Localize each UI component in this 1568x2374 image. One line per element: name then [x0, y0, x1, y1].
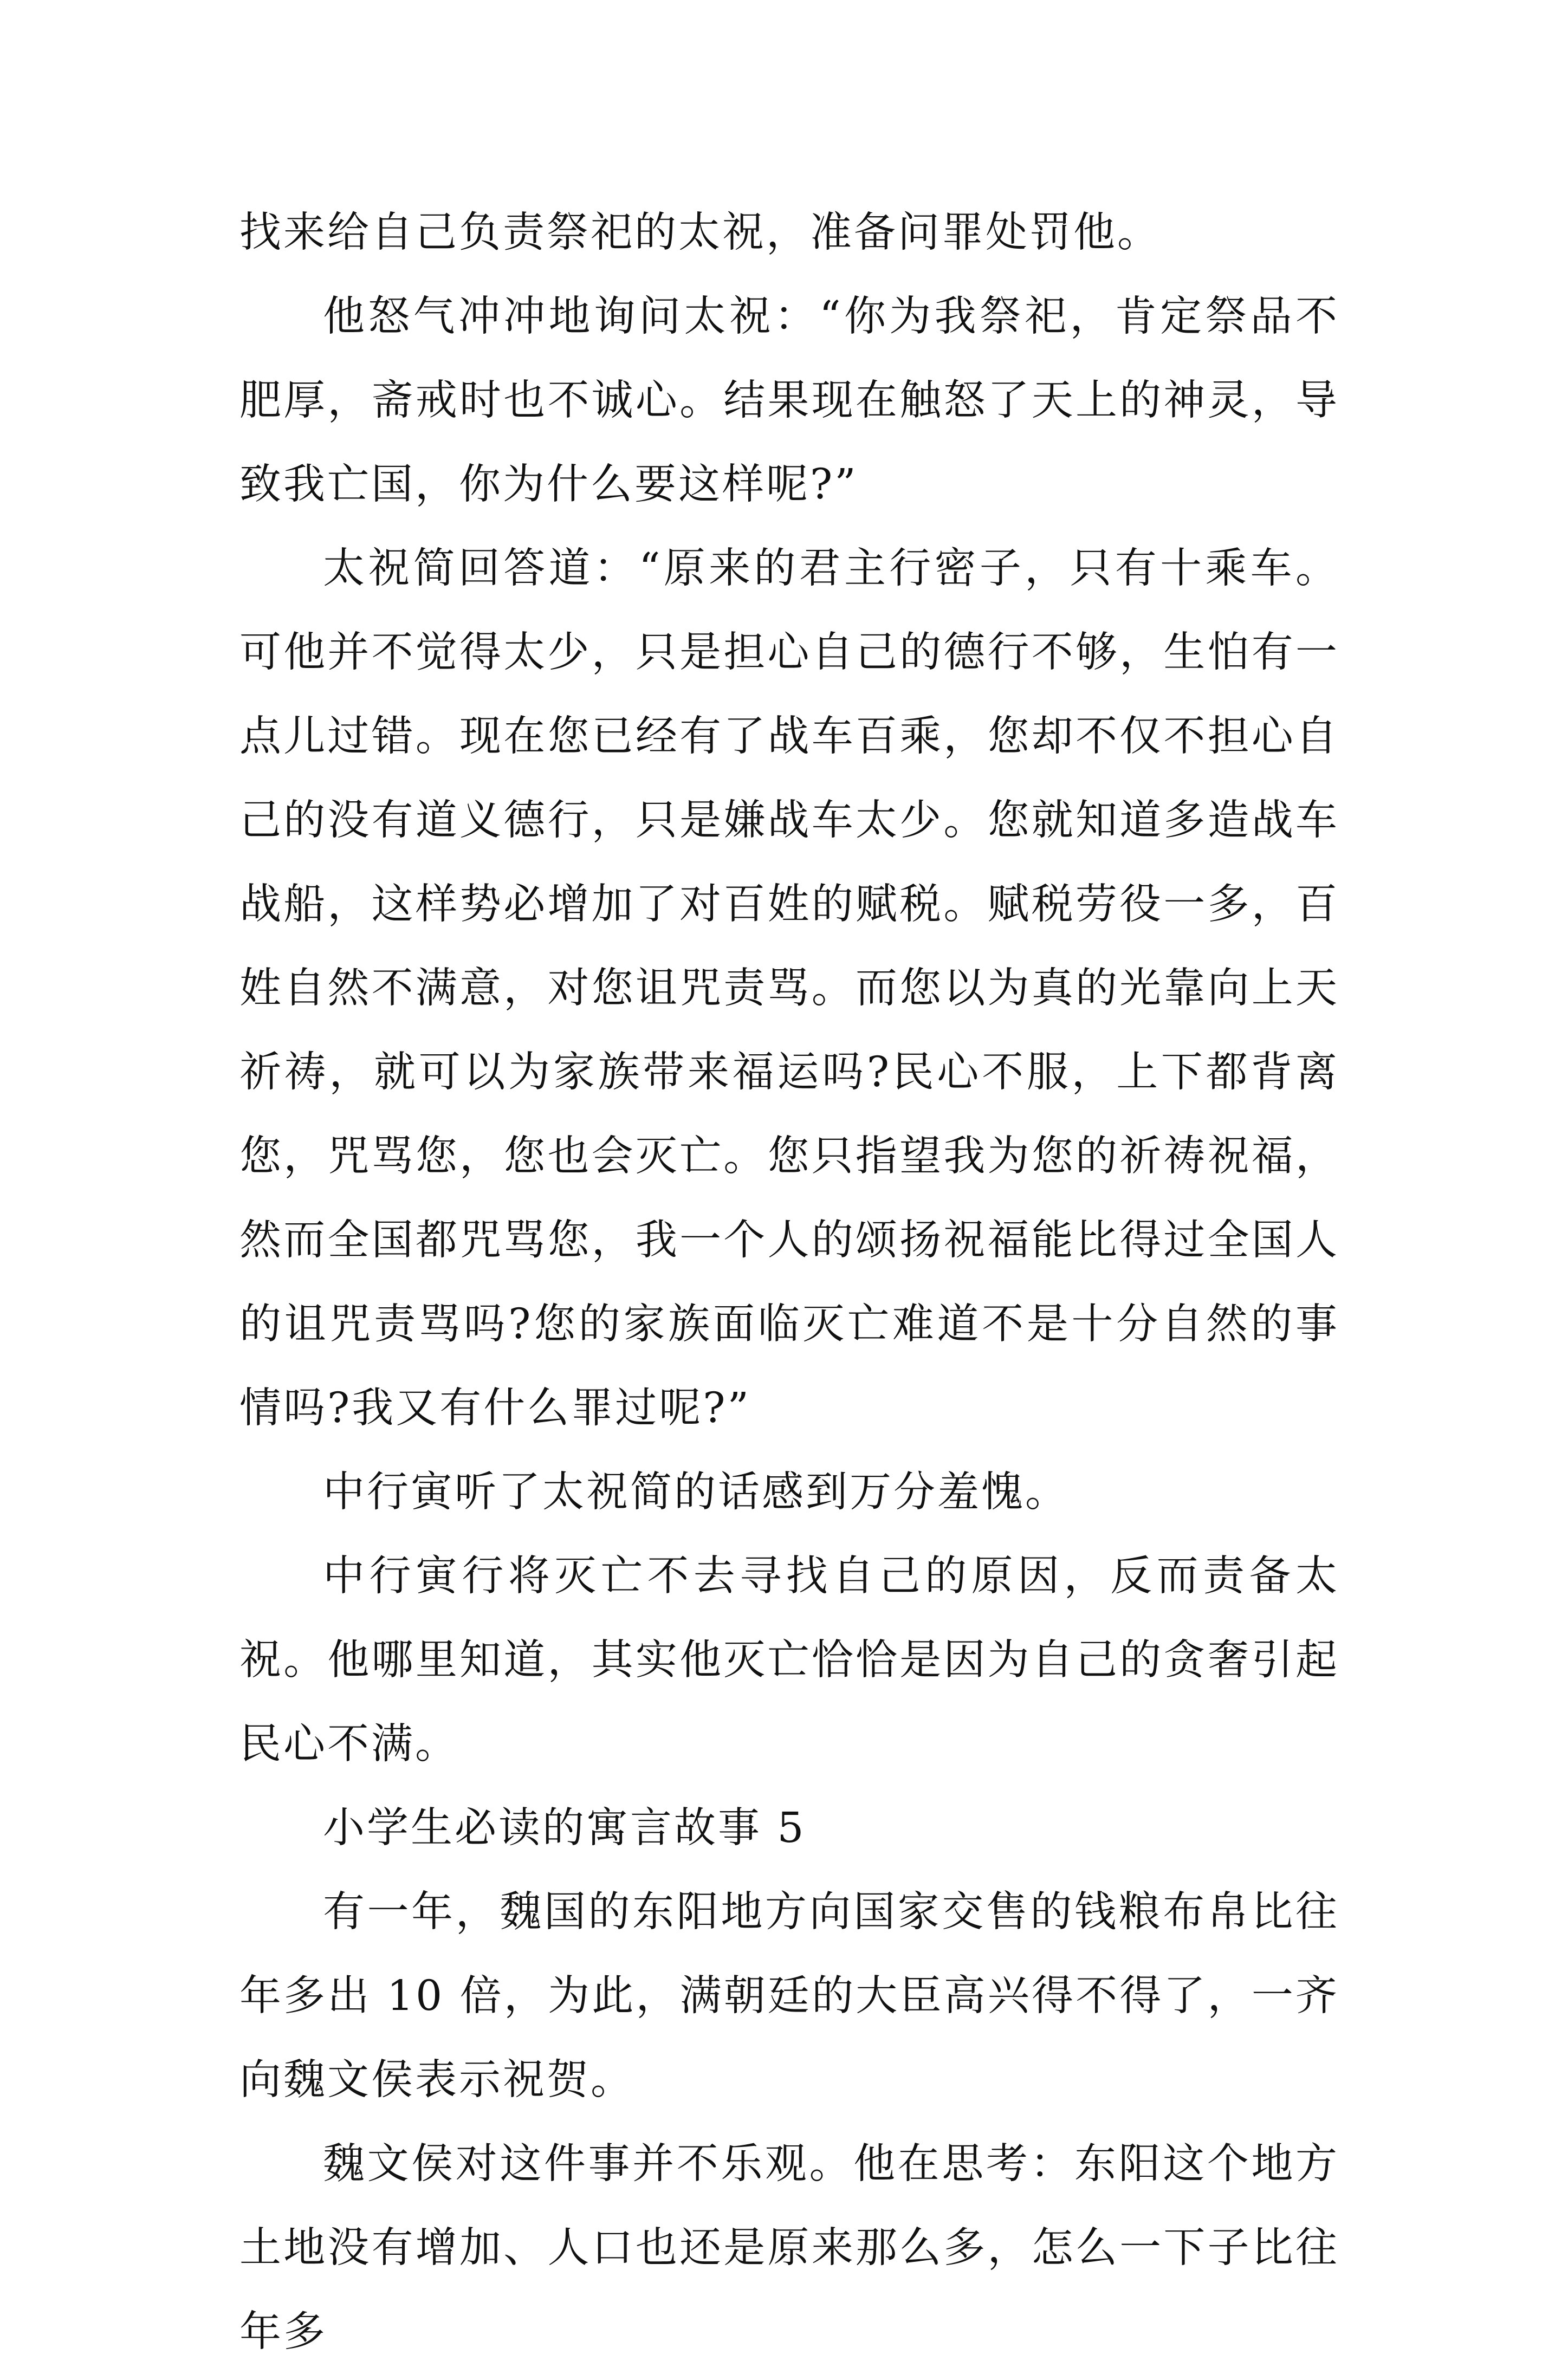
paragraph: 中行寅听了太祝简的话感到万分羞愧。	[323, 1468, 1069, 1516]
paragraph: 魏文侯对这件事并不乐观。他在思考：东阳这个地方土地没有增加、人口也还是原来那么多，怎么一下子比往年多	[239, 2140, 1339, 2356]
paragraph: 找来给自己负责祭祀的太祝，准备问罪处罚他。	[239, 209, 1161, 257]
paragraph: 太祝简回答道：“原来的君主行密子，只有十乘车。可他并不觉得太少，只是担心自己的德行不够，生怕有一点儿过错。现在您已经有了战车百乘，您却不仅不担心自己的没有道义德行，只是嫌战车太少。您就知道多造战车战船，这样势必增加了对百姓的赋税。赋税劳役一多，百姓自然不满意，对您诅咒责骂。而您以为真的光靠向上天祈祷，就可以为家族带来福运吗?民心不服，上下都背离您，咒骂您，您也会灭亡。您只指望我为您的祈祷祝福，然而全国都咒骂您，我一个人的颂扬祝福能比得过全国人的诅咒责骂吗?您的家族面临灭亡难道不是十分自然的事情吗?我又有什么罪过呢?”	[239, 544, 1339, 1432]
paragraph: 有一年，魏国的东阳地方向国家交售的钱粮布帛比往年多出 10 倍，为此，满朝廷的大臣高兴得不得了，一齐向魏文侯表示祝贺。	[239, 1888, 1339, 2104]
paragraph: 他怒气冲冲地询问太祝：“你为我祭祀，肯定祭品不肥厚，斋戒时也不诚心。结果现在触怒了天上的神灵，导致我亡国，你为什么要这样呢?”	[239, 293, 1339, 509]
section-heading: 小学生必读的寓言故事 5	[323, 1804, 806, 1852]
paragraph: 中行寅行将灭亡不去寻找自己的原因，反而责备太祝。他哪里知道，其实他灭亡恰恰是因为自己的贪奢引起民心不满。	[239, 1552, 1339, 1768]
document-body	[239, 191, 1339, 2374]
